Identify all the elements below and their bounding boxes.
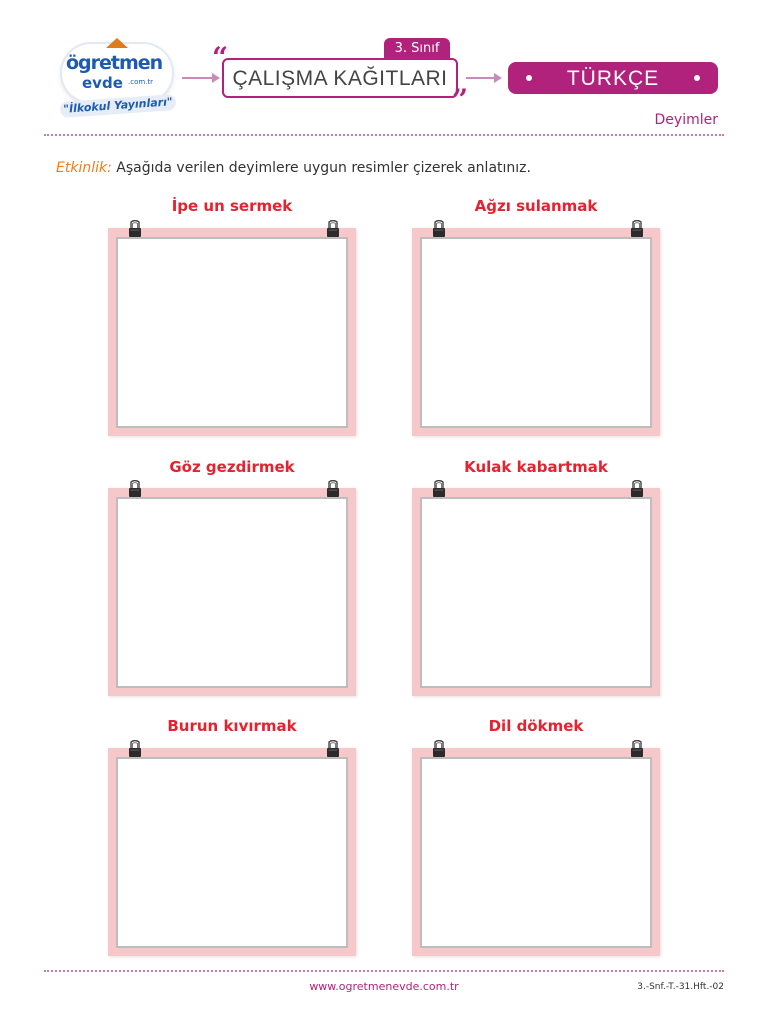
grade-tab: 3. Sınıf bbox=[384, 38, 450, 60]
instruction-label: Etkinlik: bbox=[56, 160, 112, 176]
topic-label: Deyimler bbox=[654, 112, 718, 128]
binder-clip-icon bbox=[628, 220, 646, 238]
subject-pill bbox=[508, 62, 718, 94]
binder-clip-icon bbox=[430, 220, 448, 238]
binder-clip-icon bbox=[126, 740, 144, 758]
arrow-line-right bbox=[466, 77, 496, 79]
frame-title: Göz gezdirmek bbox=[169, 458, 295, 476]
open-quote-icon: “ bbox=[212, 41, 229, 74]
drawing-frame bbox=[412, 748, 660, 956]
footer-website-link[interactable]: www.ogretmenevde.com.tr bbox=[309, 980, 459, 993]
arrow-line-left bbox=[182, 77, 214, 79]
logo-domain: .com.tr bbox=[128, 78, 154, 86]
title-box bbox=[222, 58, 458, 98]
drawing-area[interactable] bbox=[420, 757, 652, 948]
frame-title: Burun kıvırmak bbox=[167, 717, 297, 735]
binder-clip-icon bbox=[324, 480, 342, 498]
binder-clip-icon bbox=[430, 480, 448, 498]
frame-title: Ağzı sulanmak bbox=[474, 197, 598, 215]
close-quote-icon: ” bbox=[452, 83, 469, 116]
header-divider bbox=[44, 134, 724, 136]
binder-clip-icon bbox=[430, 740, 448, 758]
frame-title: İpe un sermek bbox=[171, 197, 293, 215]
binder-clip-icon bbox=[628, 740, 646, 758]
instruction bbox=[56, 160, 531, 176]
binder-clip-icon bbox=[324, 740, 342, 758]
drawing-frame bbox=[412, 488, 660, 696]
drawing-frame bbox=[412, 228, 660, 436]
drawing-frame bbox=[108, 748, 356, 956]
footer-divider bbox=[44, 970, 724, 972]
drawing-area[interactable] bbox=[116, 757, 348, 948]
drawing-area[interactable] bbox=[116, 497, 348, 688]
frame-title: Dil dökmek bbox=[488, 717, 584, 735]
logo-word-ogretmen: ögretmen bbox=[66, 52, 163, 74]
binder-clip-icon bbox=[126, 480, 144, 498]
binder-clip-icon bbox=[324, 220, 342, 238]
arrow-right-icon bbox=[494, 73, 502, 83]
bullet-icon bbox=[694, 75, 700, 81]
frame-title: Kulak kabartmak bbox=[464, 458, 608, 476]
binder-clip-icon bbox=[628, 480, 646, 498]
worksheet-title: ÇALIŞMA KAĞITLARI bbox=[232, 67, 448, 90]
footer-code: 3.-Snf.-T.-31.Hft.-02 bbox=[637, 982, 724, 992]
arrow-right-icon bbox=[212, 73, 220, 83]
drawing-frame bbox=[108, 228, 356, 436]
drawing-area[interactable] bbox=[420, 237, 652, 428]
drawing-frame bbox=[108, 488, 356, 696]
binder-clip-icon bbox=[126, 220, 144, 238]
subject-label: TÜRKÇE bbox=[566, 67, 660, 90]
drawing-area[interactable] bbox=[420, 497, 652, 688]
drawing-area[interactable] bbox=[116, 237, 348, 428]
instruction-text: Aşağıda verilen deyimlere uygun resimler çizerek anlatınız. bbox=[116, 160, 531, 176]
logo-word-evde: evde bbox=[82, 74, 123, 92]
logo-ribbon: "İlkokul Yayınları" bbox=[60, 94, 177, 118]
house-icon bbox=[106, 38, 128, 48]
publisher-logo bbox=[56, 38, 176, 118]
